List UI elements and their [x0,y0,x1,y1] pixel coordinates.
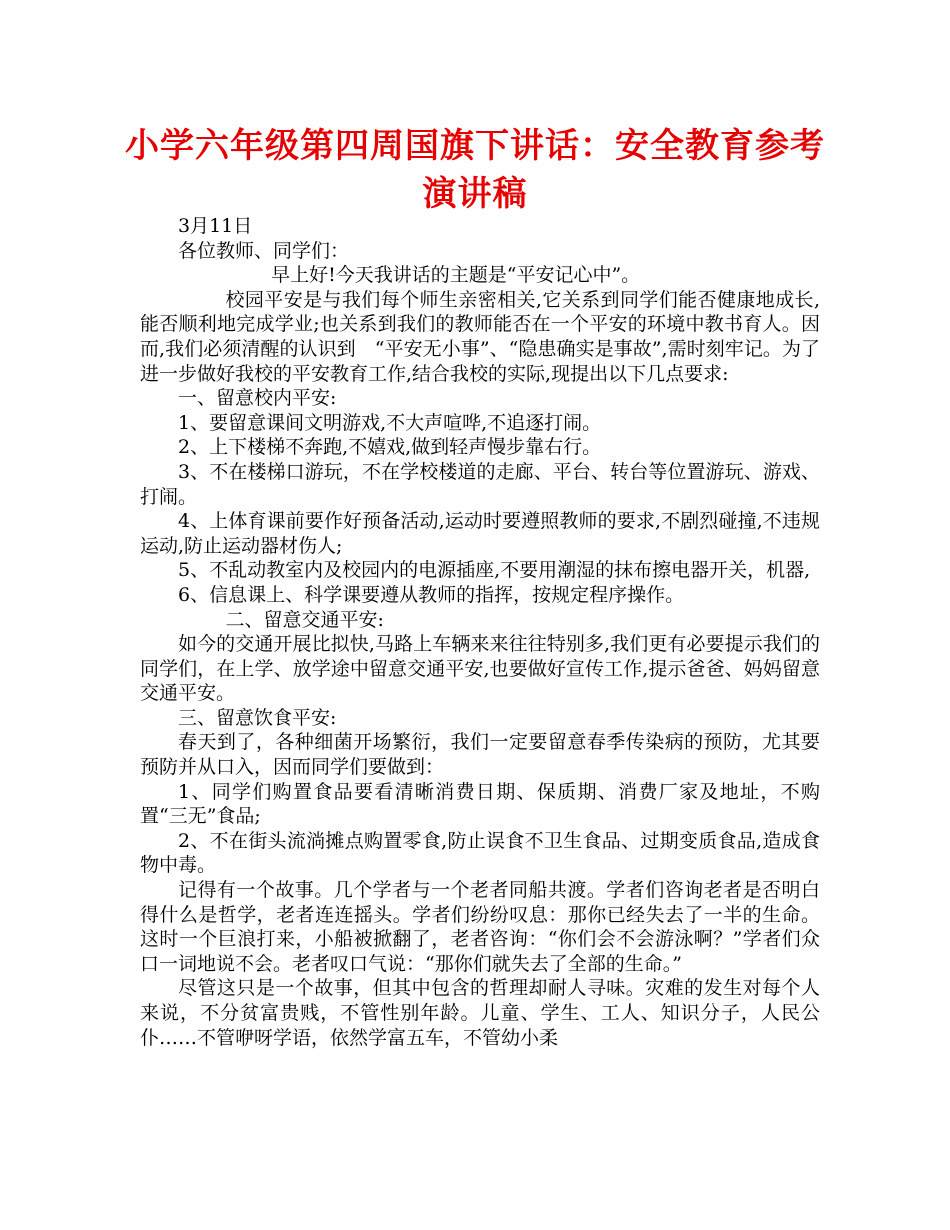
paragraph: 6、信息课上、科学课要遵从教师的指挥，按规定程序操作。 [178,583,685,606]
paragraph: 5、不乱动教室内及校园内的电源插座,不要用潮湿的抹布擦电器开关，机器, [178,559,811,582]
paragraph: 4、上体育课前要作好预备活动,运动时要遵照教师的要求,不剧烈碰撞,不违规运动,防止运动器材伤人; [140,510,820,557]
paragraph: 3、不在楼梯口游玩，不在学校楼道的走廊、平台、转台等位置游玩、游戏、打闹。 [140,460,820,508]
paragraph: 记得有一个故事。几个学者与一个老者同船共渡。学者们咨询老者是否明白得什么是哲学，老者连连摇头。学者们纷纷叹息：那你已经失去了一半的生命。这时一个巨浪打来，小船被掀翻了，老者咨询：“你们会不会游泳啊？”学者们众口一词地说不会。老者叹口气说：“那你们就失去了全部的生命。” [140,879,820,975]
paragraph: 1、要留意课间文明游戏,不大声喧哗,不追逐打闹。 [178,411,602,434]
paragraph: 二、留意交通平安: [225,608,384,631]
paragraph: 3月11日 [178,215,253,237]
paragraph: 1、同学们购置食品要看清晰消费日期、保质期、消费厂家及地址，不购置“三无”食品; [140,780,820,828]
paragraph: 三、留意饮食平安: [178,706,337,729]
paragraph: 2、不在街头流淌摊点购置零食,防止误食不卫生食品、过期变质食品,造成食物中毒。 [140,829,820,877]
paragraph: 尽管这只是一个故事，但其中包含的哲理却耐人寻味。灾难的发生对每个人来说，不分贫富贵贱，不管性别年龄。儿童、学生、工人、知识分子，人民公仆……不管咿呀学语，依然学富五车，不管幼小柔 [140,977,820,1049]
page-title: 小学六年级第四周国旗下讲话：安全教育参考演讲稿 [125,126,825,214]
paragraph: 早上好!今天我讲话的主题是“平安记心中”。 [271,264,641,287]
paragraph: 一、留意校内平安: [178,387,337,410]
paragraph: 春天到了，各种细菌开场繁衍，我们一定要留意春季传染病的预防，尤其要预防并从口入，因而同学们要做到： [140,731,820,779]
paragraph: 各位教师、同学们： [178,239,350,262]
paragraph: 校园平安是与我们每个师生亲密相关,它关系到同学们能否健康地成长,能否顺利地完成学业;也关系到我们的教师能否在一个平安的环境中教书育人。因而,我们必须清醒的认识到 “平安无小事”、“隐患确实是事故”,需时刻牢记。为了进一步做好我校的平安教育工作,结合我校的实际,现提出以下几点要求: [140,288,820,385]
paragraph: 2、上下楼梯不奔跑,不嬉戏,做到轻声慢步靠右行。 [178,436,602,459]
paragraph: 如今的交通开展比拟快,马路上车辆来来往往特别多,我们更有必要提示我们的同学们，在上学、放学途中留意交通平安,也要做好宣传工作,提示爸爸、妈妈留意交通平安。 [140,633,820,705]
speech-body [140,214,820,1050]
